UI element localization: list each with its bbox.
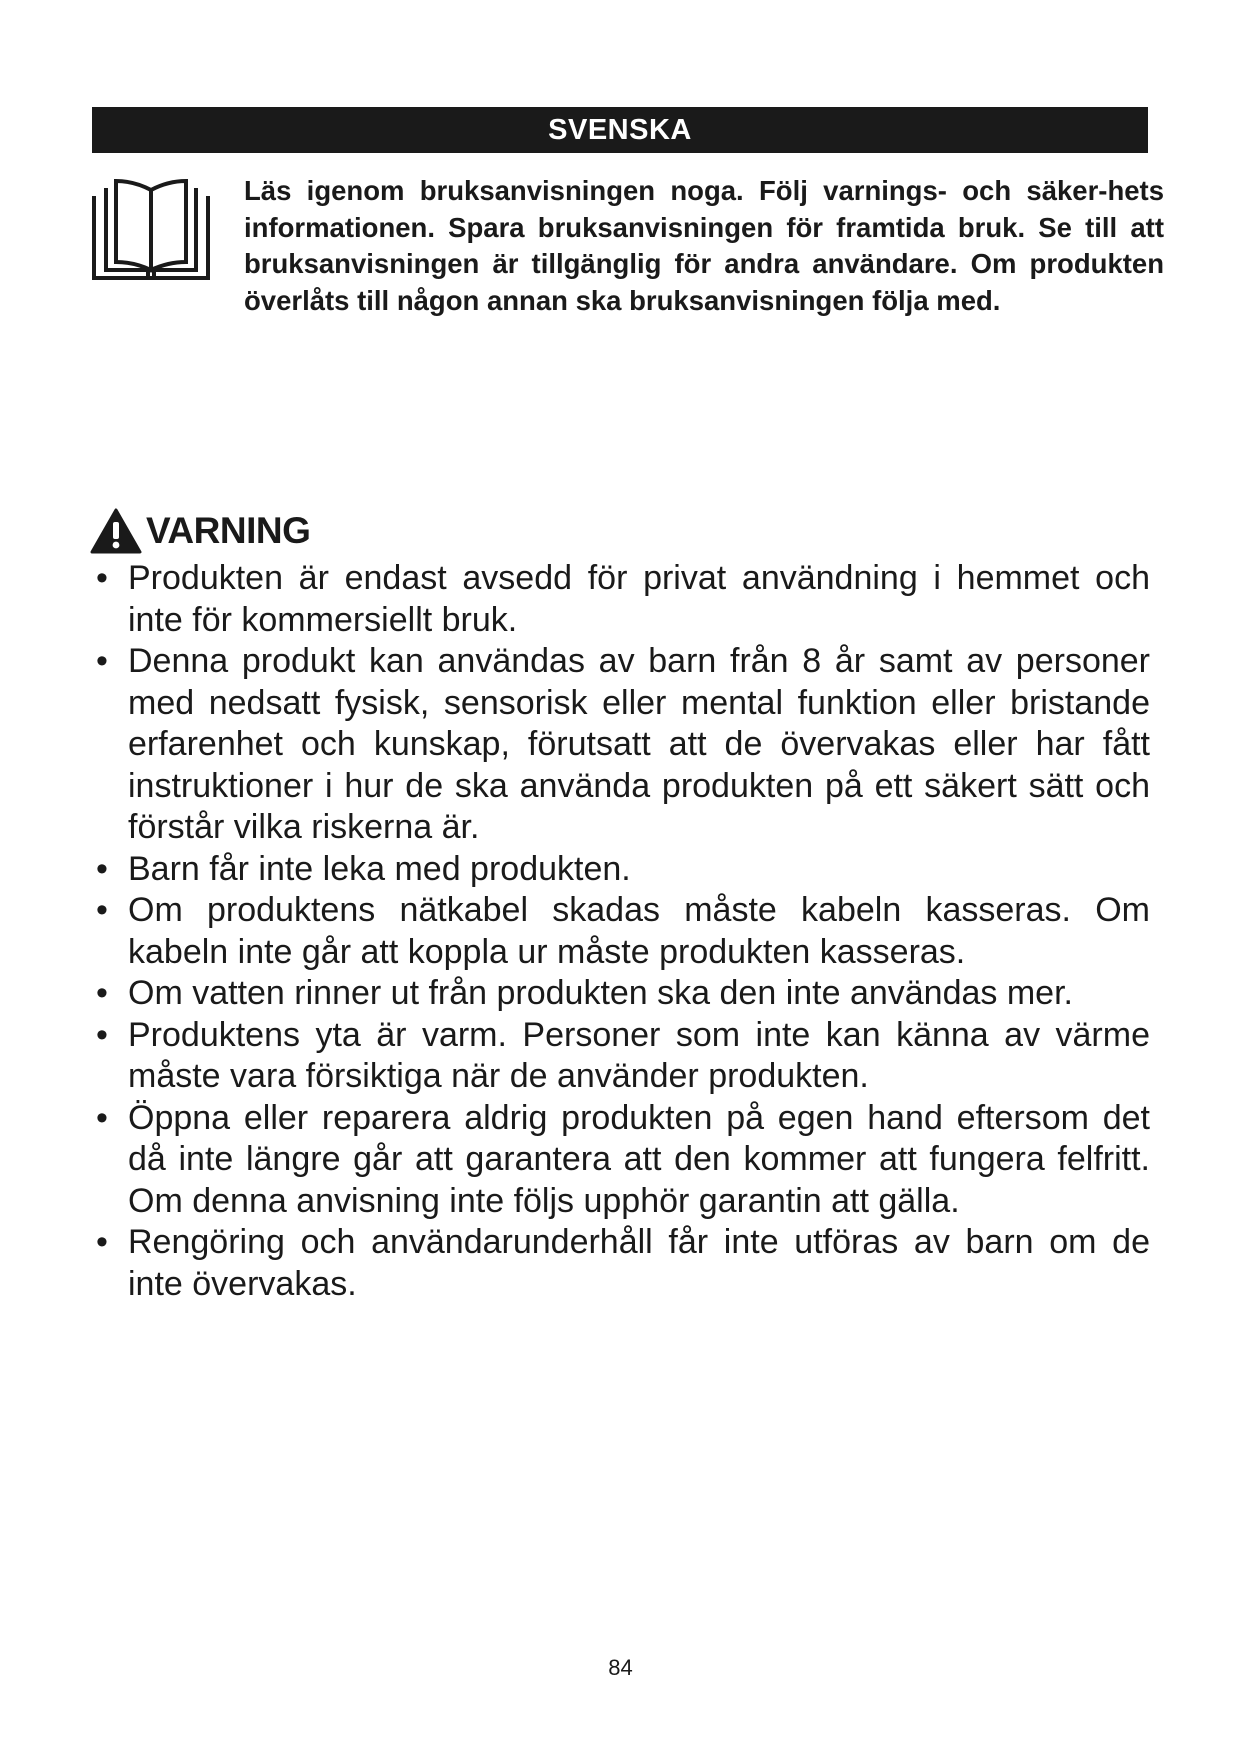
warning-item-text: Produkten är endast avsedd för privat användning i hemmet och inte för kommersiellt bruk. [128, 559, 1150, 639]
warning-item-cleaning [96, 1222, 1150, 1305]
warning-item-no-play [96, 849, 1150, 891]
bullet: • [96, 1015, 108, 1054]
warning-item-text: Öppna eller reparera aldrig produkten på egen hand eftersom det då inte längre går att garantera att den kommer att fungera felfritt. Om denna anvisning inte följs upphör garantin att gälla. [128, 1098, 1150, 1220]
warning-item-private-use [96, 558, 1150, 641]
warning-item-text: Denna produkt kan användas av barn från 8 år samt av personer med nedsatt fysisk, sensorisk eller mental funktion eller bristande erfarenhet och kunskap, förutsatt att de övervakas eller har fått instruktioner i hur de ska använda produkten på ett säkert sätt och förstår vilka riskerna är. [128, 642, 1150, 846]
warning-item-text: Om produktens nätkabel skadas måste kabeln kasseras. Om kabeln inte går att koppla ur måste produkten kasseras. [128, 891, 1150, 971]
bullet: • [96, 559, 108, 597]
bullet: • [96, 849, 108, 888]
warning-item-no-repair [96, 1098, 1150, 1223]
bullet: • [96, 642, 108, 680]
warning-triangle-icon [90, 508, 142, 554]
warning-item-water-leak [96, 973, 1150, 1015]
warning-item-text: Rengöring och användarunderhåll får inte utföras av barn om de inte övervakas. [128, 1223, 1150, 1303]
warning-item-text: Produktens yta är varm. Personer som inte kan känna av värme måste vara försiktiga när de använder produkten. [128, 1015, 1150, 1095]
bullet: • [96, 1098, 108, 1137]
warning-item-power-cable [96, 890, 1150, 973]
bullet: • [96, 974, 108, 1012]
warning-heading [90, 507, 310, 555]
warning-title: VARNING [146, 510, 311, 551]
bullet: • [96, 1223, 108, 1261]
warning-item-children-persons [96, 641, 1150, 849]
language-header-bar [92, 107, 1148, 153]
page-number: 84 [608, 1655, 633, 1680]
book-icon [90, 178, 212, 282]
warning-item-text: Om vatten rinner ut från produkten ska den inte användas mer. [128, 974, 1073, 1012]
warning-list [96, 558, 1150, 1305]
intro-paragraph: Läs igenom bruksanvisningen noga. Följ varnings- och säker-hets informationen. Spara bruksanvisningen för framtida bruk. Se till att bruksanvisningen är tillgänglig för andra användare. Om produkten överlåts till någon annan ska bruksanvisningen följa med. [244, 175, 1164, 316]
bullet: • [96, 891, 108, 929]
language-label: SVENSKA [548, 114, 692, 146]
warning-item-hot-surface [96, 1015, 1150, 1098]
warning-item-text: Barn får inte leka med produkten. [128, 849, 631, 888]
